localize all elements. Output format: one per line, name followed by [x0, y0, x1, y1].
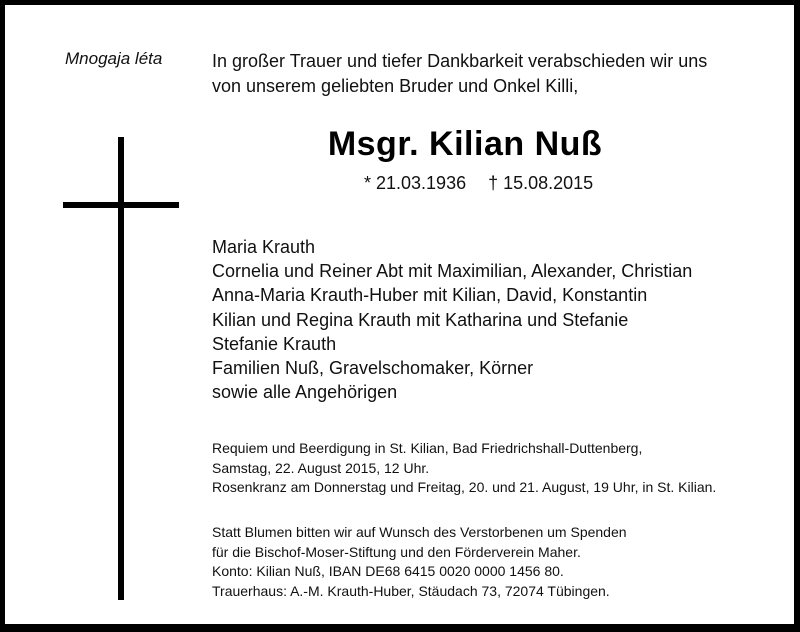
donation-line: Konto: Kilian Nuß, IBAN DE68 6415 0020 0000 1456 80.: [212, 563, 564, 579]
donation-info: [212, 523, 627, 601]
life-dates: [364, 173, 593, 194]
mourner-line: Maria Krauth: [212, 237, 316, 257]
mourner-line: Kilian und Regina Krauth mit Katharina und Stefanie: [212, 309, 629, 330]
service-line: Samstag, 22. August 2015, 12 Uhr.: [212, 459, 430, 476]
mourner-line: Anna-Maria Krauth-Huber mit Kilian, David, Konstantin: [212, 285, 648, 306]
donation-line: Trauerhaus: A.-M. Krauth-Huber, Stäudach 73, 72074 Tübingen.: [212, 582, 610, 599]
cross-icon-bar: [63, 202, 179, 208]
birth-date: * 21.03.1936: [364, 173, 467, 193]
mourner-line: sowie alle Angehörigen: [212, 382, 398, 403]
mourners-list: [212, 235, 692, 404]
intro-line: In großer Trauer und tiefer Dankbarkeit verabschieden wir uns: [212, 51, 708, 71]
obituary-notice: [5, 5, 794, 624]
motto: Mnogaja léta: [65, 49, 163, 68]
deceased-name: Msgr. Kilian Nuß: [327, 125, 603, 163]
death-date: † 15.08.2015: [488, 173, 594, 193]
mourner-line: Stefanie Krauth: [212, 333, 337, 354]
intro-text: [212, 49, 707, 99]
intro-line: von unserem geliebten Bruder und Onkel Killi,: [212, 76, 579, 96]
donation-line: Statt Blumen bitten wir auf Wunsch des Verstorbenen um Spenden: [212, 524, 627, 540]
service-info: [212, 439, 716, 498]
mourner-line: Familien Nuß, Gravelschomaker, Körner: [212, 358, 534, 379]
donation-line: für die Bischof-Moser-Stiftung und den Förderverein Maher.: [212, 543, 581, 560]
mourner-line: Cornelia und Reiner Abt mit Maximilian, Alexander, Christian: [212, 261, 693, 282]
service-line: Requiem und Beerdigung in St. Kilian, Bad Friedrichshall-Duttenberg,: [212, 440, 643, 456]
service-line: Rosenkranz am Donnerstag und Freitag, 20. und 21. August, 19 Uhr, in St. Kilian.: [212, 479, 717, 495]
